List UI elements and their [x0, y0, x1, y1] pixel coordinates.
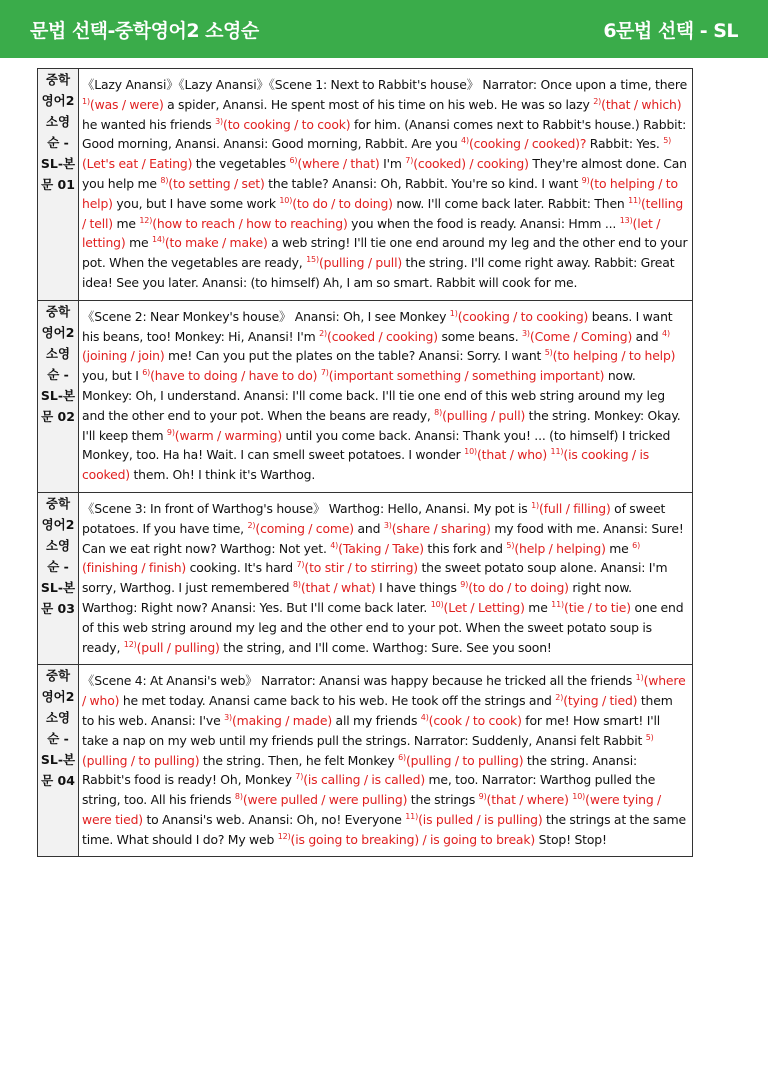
grammar-choice — [450, 309, 588, 324]
choice-number: 11) — [551, 599, 565, 609]
choice-options: (to stir / to stirring) — [304, 560, 418, 576]
choice-options: (where / that) — [297, 156, 380, 172]
passage-text: me — [125, 235, 152, 251]
passage-text: the string. Then, he felt Monkey — [199, 752, 399, 768]
passage-text: the sweet potato soup alone. Anansi: I'm sorry, Warthog. I just remembered — [82, 560, 668, 596]
passage-text: 《Lazy Anansi》《Lazy Anansi》《Scene 1: Next to Rabbit's house》 Narrator: Once upon a time, there — [82, 77, 688, 92]
choice-number: 1) — [449, 308, 458, 318]
grammar-choice — [593, 97, 681, 112]
grammar-choice — [82, 97, 164, 112]
passage-text: the string. I'll come right away. Rabbit: Great idea! See you later. Anansi: (to himself) Ah, I am so smart. Rabbit will cook for me. — [82, 255, 675, 290]
grammar-choice — [321, 368, 605, 383]
passage-text: this fork and — [423, 540, 507, 556]
choice-options: (to make / make) — [164, 235, 268, 251]
grammar-choice — [306, 255, 402, 270]
grammar-choice — [479, 792, 569, 807]
passage-text: me, too. Narrator: Warthog pulled the string, too. All his friends — [82, 772, 656, 808]
grammar-choice — [235, 792, 407, 807]
choice-options: (to setting / set) — [168, 175, 265, 191]
grammar-choice — [506, 541, 605, 556]
choice-number: 10) — [279, 195, 293, 205]
choice-number: 5) — [645, 732, 654, 742]
choice-options: (coming / come) — [255, 520, 354, 536]
passage-text: for me! How smart! I'll take a nap on my web until my friends pull the strings. Narrator: Suddenly, Anansi felt Rabbit — [82, 712, 661, 748]
choice-number: 4) — [420, 712, 429, 722]
passage-text: of sweet potatoes. If you have time, — [82, 500, 666, 536]
grammar-choice — [160, 176, 264, 191]
grammar-choice — [555, 693, 637, 708]
choice-number: 6) — [398, 752, 406, 762]
passage-text: right now. Warthog: Right now? Anansi: Yes. But I'll come back later. — [82, 580, 632, 615]
choice-number: 10) — [464, 447, 477, 457]
section-passage — [79, 300, 693, 492]
choice-number: 6) — [142, 368, 151, 378]
choice-options: (how to reach / how to reaching) — [152, 215, 348, 231]
choice-options: (to do / to doing) — [292, 195, 393, 211]
passage-text: the string. Anansi: Rabbit's food is ready! Oh, Monkey — [82, 752, 638, 788]
choice-options: (finishing / finish) — [82, 560, 187, 576]
grammar-choice — [531, 501, 611, 516]
passage-text: now. I'll come back later. Rabbit: Then — [392, 195, 629, 211]
grammar-choice — [545, 348, 676, 363]
section-row — [38, 492, 693, 664]
passage-text: I'm — [379, 156, 406, 172]
passage-text: They're almost done. Can you help me — [82, 156, 687, 191]
choice-number: 15) — [306, 255, 319, 265]
grammar-choice — [384, 521, 491, 536]
grammar-choice — [551, 600, 631, 615]
choice-options: (share / sharing) — [391, 520, 491, 536]
choice-options: (is calling / is called) — [303, 772, 426, 788]
grammar-choice — [139, 216, 347, 231]
passage-text: I have things — [375, 580, 461, 596]
section-row — [38, 300, 693, 492]
choice-number: 5) — [506, 540, 515, 550]
section-label: 중학영어2 소영순 - SL-본문 04 — [40, 668, 76, 789]
passage-text: cooking. It's hard — [186, 560, 297, 576]
grammar-choice — [215, 117, 350, 132]
grammar-choice — [279, 196, 393, 211]
choice-number: 6) — [289, 156, 298, 166]
choice-options: (to cooking / to cook) — [223, 116, 351, 132]
passage-text: the vegetables — [192, 156, 290, 172]
choice-options: (is going to breaking) / is going to break) — [290, 831, 536, 847]
grammar-choice — [142, 368, 317, 383]
choice-options: (where / who) — [82, 673, 686, 709]
passage-text: them. Oh! I think it's Warthog. — [129, 467, 316, 483]
passage-text: Rabbit: Yes. — [586, 136, 664, 152]
choice-number: 1) — [82, 96, 90, 106]
choice-number: 3) — [224, 712, 232, 722]
choice-options: (Come / Coming) — [529, 328, 633, 344]
choice-number: 8) — [292, 580, 301, 589]
choice-number: 9) — [460, 580, 469, 589]
passage-text: me! Can you put the plates on the table? Anansi: Sorry. I want — [164, 348, 545, 364]
choice-number: 2) — [593, 96, 602, 106]
grammar-choice — [247, 521, 354, 536]
choice-options: (is cooking / is cooked) — [82, 447, 650, 483]
choice-options: (to do / to doing) — [468, 580, 569, 596]
header-title-left: 문법 선택-중학영어2 소영순 — [30, 20, 259, 42]
choice-number: 10) — [572, 791, 586, 801]
section-row — [38, 665, 693, 857]
choice-options: (help / helping) — [514, 540, 606, 556]
choice-options: (warm / warming) — [174, 427, 283, 443]
grammar-choice — [330, 541, 424, 556]
choice-number: 7) — [295, 772, 304, 782]
section-row — [38, 69, 693, 301]
grammar-choice — [295, 772, 425, 787]
choice-number: 8) — [160, 175, 169, 185]
choice-number: 11) — [550, 447, 564, 457]
choice-options: (have to doing / have to do) — [150, 368, 318, 384]
section-label-cell — [38, 665, 79, 857]
choice-number: 3) — [383, 520, 392, 530]
grammar-choice — [405, 812, 542, 827]
section-passage — [79, 665, 693, 857]
choice-number: 4) — [662, 328, 670, 338]
choice-options: (telling / tell) — [82, 195, 684, 231]
choice-options: (pulling / to pulling) — [405, 752, 524, 768]
choice-options: (full / filling) — [539, 500, 611, 516]
choice-number: 8) — [234, 791, 243, 801]
choice-number: 7) — [405, 156, 414, 166]
grammar-choice — [167, 428, 282, 443]
passage-text: for him. (Anansi comes next to Rabbit's house.) Rabbit: Good morning, Anansi. Anansi: Good morning, Rabbit. Are you — [82, 116, 687, 152]
choice-number: 9) — [581, 175, 590, 185]
grammar-choice — [124, 640, 220, 655]
choice-options: (was / were) — [89, 96, 164, 112]
choice-number: 9) — [478, 791, 487, 801]
section-label-cell — [38, 300, 79, 492]
choice-options: (Let's eat / Eating) — [82, 156, 193, 172]
choice-options: (Taking / Take) — [338, 540, 424, 556]
choice-options: (Let / Letting) — [443, 599, 525, 615]
passage-text: one end of this web string around my leg and the other end to your pot. When the sweet potato soup is ready, — [82, 599, 684, 655]
passage-text: a web string! I'll tie one end around my leg and the other end to your pot. When the vegetables are ready, — [82, 235, 688, 271]
choice-number: 12) — [123, 639, 137, 649]
passage-text: he wanted his friends — [82, 116, 216, 132]
grammar-choice — [278, 832, 535, 847]
choice-options: (important something / something important) — [328, 368, 605, 384]
choice-number: 3) — [521, 328, 530, 338]
section-passage — [79, 492, 693, 664]
choice-number: 11) — [405, 811, 419, 821]
choice-number: 7) — [320, 368, 329, 378]
choice-number: 5) — [544, 348, 553, 358]
passage-text: 《Scene 4: At Anansi's web》 Narrator: Anansi was happy because he tricked all the friends — [82, 673, 636, 689]
choice-options: (that / who) — [476, 447, 548, 463]
choice-number: 5) — [663, 136, 672, 146]
section-label: 중학영어2 소영순 - SL-본문 01 — [40, 72, 76, 192]
choice-number: 4) — [461, 136, 469, 146]
section-label: 중학영어2 소영순 - SL-본문 03 — [40, 495, 76, 616]
choice-number: 2) — [319, 328, 328, 338]
choice-number: 14) — [151, 235, 165, 245]
choice-options: (were tying / were tied) — [82, 792, 662, 827]
passage-text: now. Monkey: Oh, I understand. Anansi: I'll come back. I'll tie one end of this web string around my leg and the other end to your pot. When the beans are ready, — [82, 368, 665, 423]
passage-text: you when the food is ready. Anansi: Hmm ... — [347, 215, 620, 231]
choice-number: 8) — [434, 407, 443, 417]
choice-options: (that / where) — [486, 792, 569, 808]
choice-options: (cook / to cook) — [428, 712, 522, 728]
grammar-choice — [460, 580, 569, 595]
choice-number: 1) — [531, 500, 540, 510]
passage-text: all my friends — [332, 712, 421, 728]
choice-options: (that / which) — [601, 96, 682, 112]
choice-number: 13) — [619, 215, 633, 225]
choice-options: (cooking / to cooking) — [457, 308, 589, 324]
passage-text: 《Scene 2: Near Monkey's house》 Anansi: Oh, I see Monkey — [82, 308, 450, 324]
choice-number: 9) — [166, 427, 175, 437]
choice-number: 7) — [296, 560, 305, 570]
choice-options: (let / letting) — [82, 215, 661, 251]
passage-text: me — [605, 540, 633, 556]
grammar-choice — [464, 447, 547, 462]
choice-options: (pulling / to pulling) — [82, 752, 200, 768]
grammar-choice — [224, 713, 332, 728]
choice-number: 6) — [632, 540, 641, 550]
choice-options: (is pulled / is pulling) — [418, 811, 543, 827]
choice-options: (pull / pulling) — [136, 639, 220, 655]
choice-options: (tie / to tie) — [564, 599, 631, 615]
choice-options: (cooked / cooking) — [327, 328, 438, 344]
grammar-choice — [319, 329, 438, 344]
passage-text: and — [632, 328, 663, 344]
choice-options: (to helping / to help) — [82, 175, 678, 211]
grammar-choice — [421, 713, 522, 728]
passage-text: until you come back. Anansi: Thank you! ... (to himself) I tricked Monkey, too. Ha ha! Wait. I can smell sweet potatoes. I wonder — [82, 427, 671, 463]
passage-text: beans. I want his beans, too! Monkey: Hi, Anansi! I'm — [82, 308, 673, 344]
passage-text: the string. Monkey: Okay. I'll keep them — [82, 407, 681, 443]
choice-number: 12) — [139, 215, 153, 225]
grammar-choice — [398, 753, 523, 768]
passage-text: the string, and I'll come. Warthog: Sure. See you soon! — [219, 639, 552, 655]
grammar-choice — [522, 329, 632, 344]
choice-options: (pulling / pull) — [318, 255, 403, 271]
grammar-choice — [405, 156, 529, 171]
choice-options: (cooked) / cooking) — [413, 156, 529, 172]
passage-text: 《Scene 3: In front of Warthog's house》 Warthog: Hello, Anansi. My pot is — [82, 500, 532, 516]
passage-text: a spider, Anansi. He spent most of his time on his web. He was so lazy — [163, 96, 594, 112]
choice-options: (pulling / pull) — [442, 407, 526, 423]
grammar-choice — [434, 408, 525, 423]
passage-text: you, but I — [82, 368, 143, 384]
passage-text: he met today. Anansi came back to his web. He took off the strings and — [119, 693, 556, 709]
choice-options: (joining / join) — [82, 348, 165, 364]
section-label: 중학영어2 소영순 - SL-본문 02 — [40, 303, 76, 424]
grammar-choice — [293, 580, 376, 595]
choice-options: (that / what) — [300, 580, 376, 596]
passage-text: the strings at the same time. What should I do? My web — [82, 811, 687, 847]
choice-options: (were pulled / were pulling) — [242, 792, 408, 808]
choice-number: 11) — [628, 195, 641, 205]
header-title-right: 6문법 선택 - SL — [603, 20, 738, 42]
choice-number: 12) — [277, 831, 291, 841]
passage-text: and — [353, 520, 384, 536]
passage-text: them to his web. Anansi: I've — [82, 693, 673, 728]
passage-text: me — [112, 215, 140, 231]
passage-text: my food with me. Anansi: Sure! Can we eat right now? Warthog: Not yet. — [82, 520, 684, 556]
passage-text: the table? Anansi: Oh, Rabbit. You're so kind. I want — [264, 175, 582, 191]
grammar-choice — [289, 156, 379, 171]
section-label-cell — [38, 69, 79, 301]
passage-text: Stop! Stop! — [535, 831, 607, 847]
section-label-cell — [38, 492, 79, 664]
passage-text: you, but I have some work — [112, 195, 280, 211]
choice-options: (tying / tied) — [563, 693, 638, 709]
passage-text: me — [524, 599, 552, 615]
choice-number: 2) — [555, 692, 564, 702]
choice-number: 3) — [215, 116, 224, 126]
page-header — [0, 0, 768, 58]
passage-text: the strings — [407, 792, 479, 808]
exercise-table — [37, 68, 693, 857]
choice-number: 10) — [430, 599, 444, 609]
passage-text: some beans. — [437, 328, 522, 344]
passage-text: to Anansi's web. Anansi: Oh, no! Everyone — [142, 811, 406, 827]
section-passage — [79, 69, 693, 301]
choice-number: 2) — [247, 520, 256, 530]
choice-options: (making / made) — [231, 712, 333, 728]
choice-number: 4) — [330, 540, 339, 550]
grammar-choice — [152, 235, 268, 250]
grammar-choice — [431, 600, 525, 615]
grammar-choice — [296, 560, 418, 575]
choice-options: (cooking / cooked)? — [468, 136, 587, 152]
grammar-choice — [461, 136, 586, 151]
choice-number: 1) — [635, 673, 644, 683]
choice-options: (to helping / to help) — [552, 348, 676, 364]
